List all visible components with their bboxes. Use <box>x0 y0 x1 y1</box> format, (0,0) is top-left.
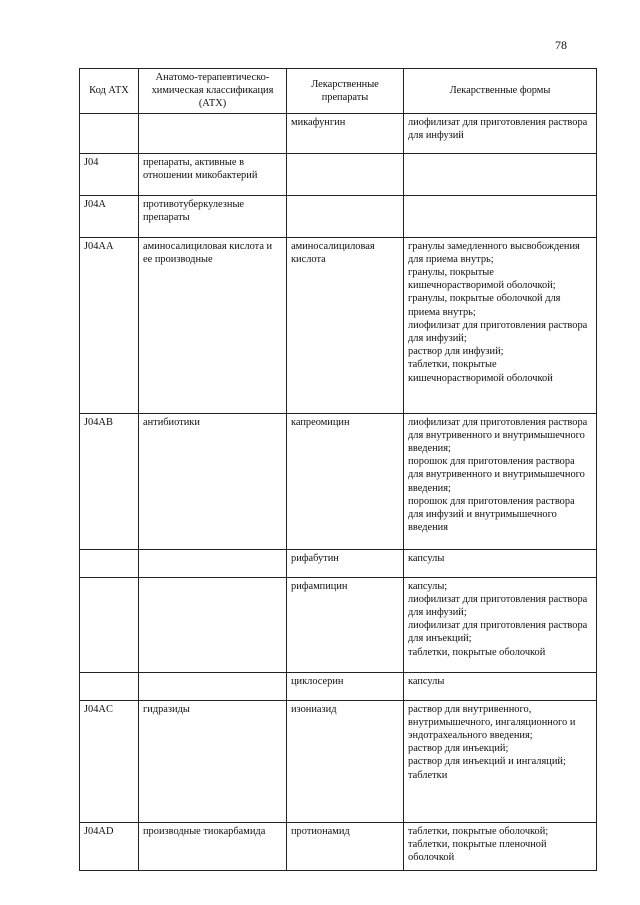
table-row <box>80 672 597 700</box>
cell-code <box>80 672 139 700</box>
cell-form: лиофилизат для приготовления раствора для внутривенного и внутримышечного введения; порошок для приготовления раствора для внутривенного и внутримышечного введения; порошок для приготовления раствора для инфузий и внутримышечного введения <box>404 413 597 549</box>
cell-code: J04AD <box>80 822 139 871</box>
cell-code: J04AA <box>80 237 139 413</box>
table-row <box>80 195 597 237</box>
cell-code <box>80 577 139 672</box>
header-drugs: Лекарственные препараты <box>287 69 404 114</box>
cell-form: капсулы <box>404 549 597 577</box>
cell-code: J04A <box>80 195 139 237</box>
table-header-row <box>80 69 597 114</box>
cell-form: раствор для внутривенного, внутримышечного, ингаляционного и эндотрахеального введения; раствор для инъекций; раствор для инъекций и ингаляций; таблетки <box>404 700 597 822</box>
table-row <box>80 577 597 672</box>
cell-classification <box>139 672 287 700</box>
cell-drug: рифабутин <box>287 549 404 577</box>
cell-drug: протионамид <box>287 822 404 871</box>
table-row <box>80 413 597 549</box>
cell-drug <box>287 195 404 237</box>
cell-drug: микафунгин <box>287 113 404 153</box>
cell-form <box>404 195 597 237</box>
cell-drug: циклосерин <box>287 672 404 700</box>
cell-code: J04 <box>80 153 139 195</box>
cell-form: таблетки, покрытые оболочкой; таблетки, покрытые пленочной оболочкой <box>404 822 597 871</box>
cell-form: лиофилизат для приготовления раствора для инфузий <box>404 113 597 153</box>
cell-drug: аминосалициловая кислота <box>287 237 404 413</box>
cell-classification: противотуберкулезные препараты <box>139 195 287 237</box>
page-number: 78 <box>555 38 567 52</box>
cell-drug: капреомицин <box>287 413 404 549</box>
cell-classification <box>139 577 287 672</box>
cell-code: J04AC <box>80 700 139 822</box>
table-row <box>80 822 597 871</box>
table-row <box>80 113 597 153</box>
cell-classification: антибиотики <box>139 413 287 549</box>
cell-code: J04AB <box>80 413 139 549</box>
cell-code <box>80 113 139 153</box>
cell-form: капсулы; лиофилизат для приготовления раствора для инфузий; лиофилизат для приготовления раствора для инъекций; таблетки, покрытые оболочкой <box>404 577 597 672</box>
cell-form: капсулы <box>404 672 597 700</box>
cell-classification <box>139 549 287 577</box>
cell-classification: гидразиды <box>139 700 287 822</box>
cell-classification: препараты, активные в отношении микобактерий <box>139 153 287 195</box>
table-row <box>80 237 597 413</box>
cell-classification <box>139 113 287 153</box>
header-atc-classification: Анатомо-терапевтическо-химическая классификация (АТХ) <box>139 69 287 114</box>
table-row <box>80 153 597 195</box>
header-dosage-forms: Лекарственные формы <box>404 69 597 114</box>
cell-drug: рифампицин <box>287 577 404 672</box>
table-row <box>80 549 597 577</box>
cell-form <box>404 153 597 195</box>
cell-form: гранулы замедленного высвобождения для приема внутрь; гранулы, покрытые кишечнорастворимой оболочкой; гранулы, покрытые оболочкой для приема внутрь; лиофилизат для приготовления раствора для инфузий; раствор для инфузий; таблетки, покрытые кишечнорастворимой оболочкой <box>404 237 597 413</box>
cell-classification: производные тиокарбамида <box>139 822 287 871</box>
header-atc-code: Код АТХ <box>80 69 139 114</box>
cell-drug: изониазид <box>287 700 404 822</box>
cell-code <box>80 549 139 577</box>
cell-drug <box>287 153 404 195</box>
atc-drug-table <box>79 68 597 871</box>
cell-classification: аминосалициловая кислота и ее производные <box>139 237 287 413</box>
table-row <box>80 700 597 822</box>
